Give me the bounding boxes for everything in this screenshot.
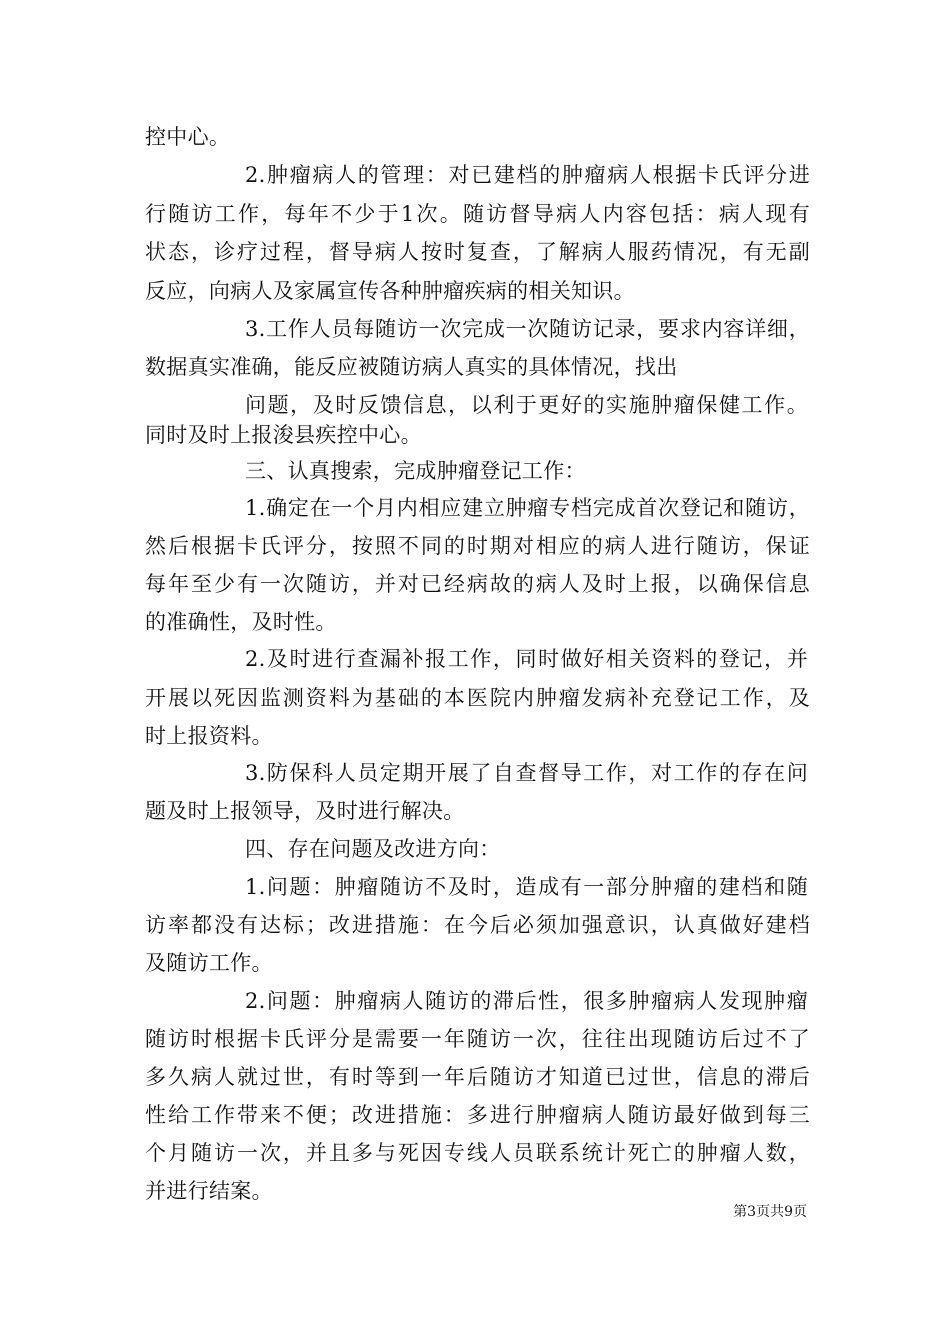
text-line: 1.确定在一个月内相应建立肿瘤专档完成首次登记和随访， bbox=[245, 496, 810, 520]
text-line: 开展以死因监测资料为基础的本医院内肿瘤发病补充登记工作，及 bbox=[145, 686, 810, 710]
text-line: 控中心。 bbox=[145, 125, 231, 149]
text-line: 访率都没有达标；改进措施：在今后必须加强意识，认真做好建档 bbox=[145, 913, 810, 937]
text-line: 3.工作人员每随访一次完成一次随访记录，要求内容详细， bbox=[245, 317, 810, 341]
text-line: 每年至少有一次随访，并对已经病故的病人及时上报，以确保信息 bbox=[145, 572, 810, 596]
text-line: 2.及时进行查漏补报工作，同时做好相关资料的登记，并 bbox=[245, 647, 808, 671]
page-number: 第3页共9页 bbox=[733, 1204, 807, 1220]
text-line: 及随访工作。 bbox=[145, 951, 273, 975]
text-line: 多久病人就过世，有时等到一年后随访才知道已过世，信息的滞后 bbox=[145, 1065, 810, 1089]
text-line: 3.防保科人员定期开展了自查督导工作，对工作的存在问 bbox=[245, 761, 808, 785]
text-line: 2.问题：肿瘤病人随访的滞后性，很多肿瘤病人发现肿瘤 bbox=[245, 989, 808, 1013]
text-line: 2.肿瘤病人的管理：对已建档的肿瘤病人根据卡氏评分进 bbox=[245, 163, 810, 187]
text-line: 随访时根据卡氏评分是需要一年随访一次，往往出现随访后过不了 bbox=[145, 1027, 810, 1051]
text-line: 个月随访一次，并且多与死因专线人员联系统计死亡的肿瘤人数， bbox=[145, 1141, 810, 1165]
text-line: 数据真实准确，能反应被随访病人真实的具体情况，找出 bbox=[145, 355, 678, 379]
text-line: 的准确性，及时性。 bbox=[145, 610, 337, 634]
text-line: 1.问题：肿瘤随访不及时，造成有一部分肿瘤的建档和随 bbox=[245, 875, 808, 899]
text-line: 状态，诊疗过程，督导病人按时复查，了解病人服药情况，有无副 bbox=[145, 240, 810, 264]
text-line: 并进行结案。 bbox=[145, 1179, 273, 1203]
text-line: 反应，向病人及家属宣传各种肿瘤疾病的相关知识。 bbox=[145, 279, 635, 303]
text-line: 问题，及时反馈信息，以利于更好的实施肿瘤保健工作。 bbox=[245, 393, 808, 417]
text-line: 题及时上报领导，及时进行解决。 bbox=[145, 799, 465, 823]
text-line: 行随访工作，每年不少于1次。随访督导病人内容包括：病人现有 bbox=[145, 202, 810, 226]
section-heading: 三、认真搜索，完成肿瘤登记工作： bbox=[245, 459, 586, 483]
text-line: 性给工作带来不便；改进措施：多进行肿瘤病人随访最好做到每三 bbox=[145, 1103, 810, 1127]
text-line: 时上报资料。 bbox=[145, 724, 273, 748]
text-line: 然后根据卡氏评分，按照不同的时期对相应的病人进行随访，保证 bbox=[145, 534, 810, 558]
text-line: 同时及时上报浚县疾控中心。 bbox=[145, 423, 422, 447]
section-heading: 四、存在问题及改进方向： bbox=[245, 837, 501, 861]
